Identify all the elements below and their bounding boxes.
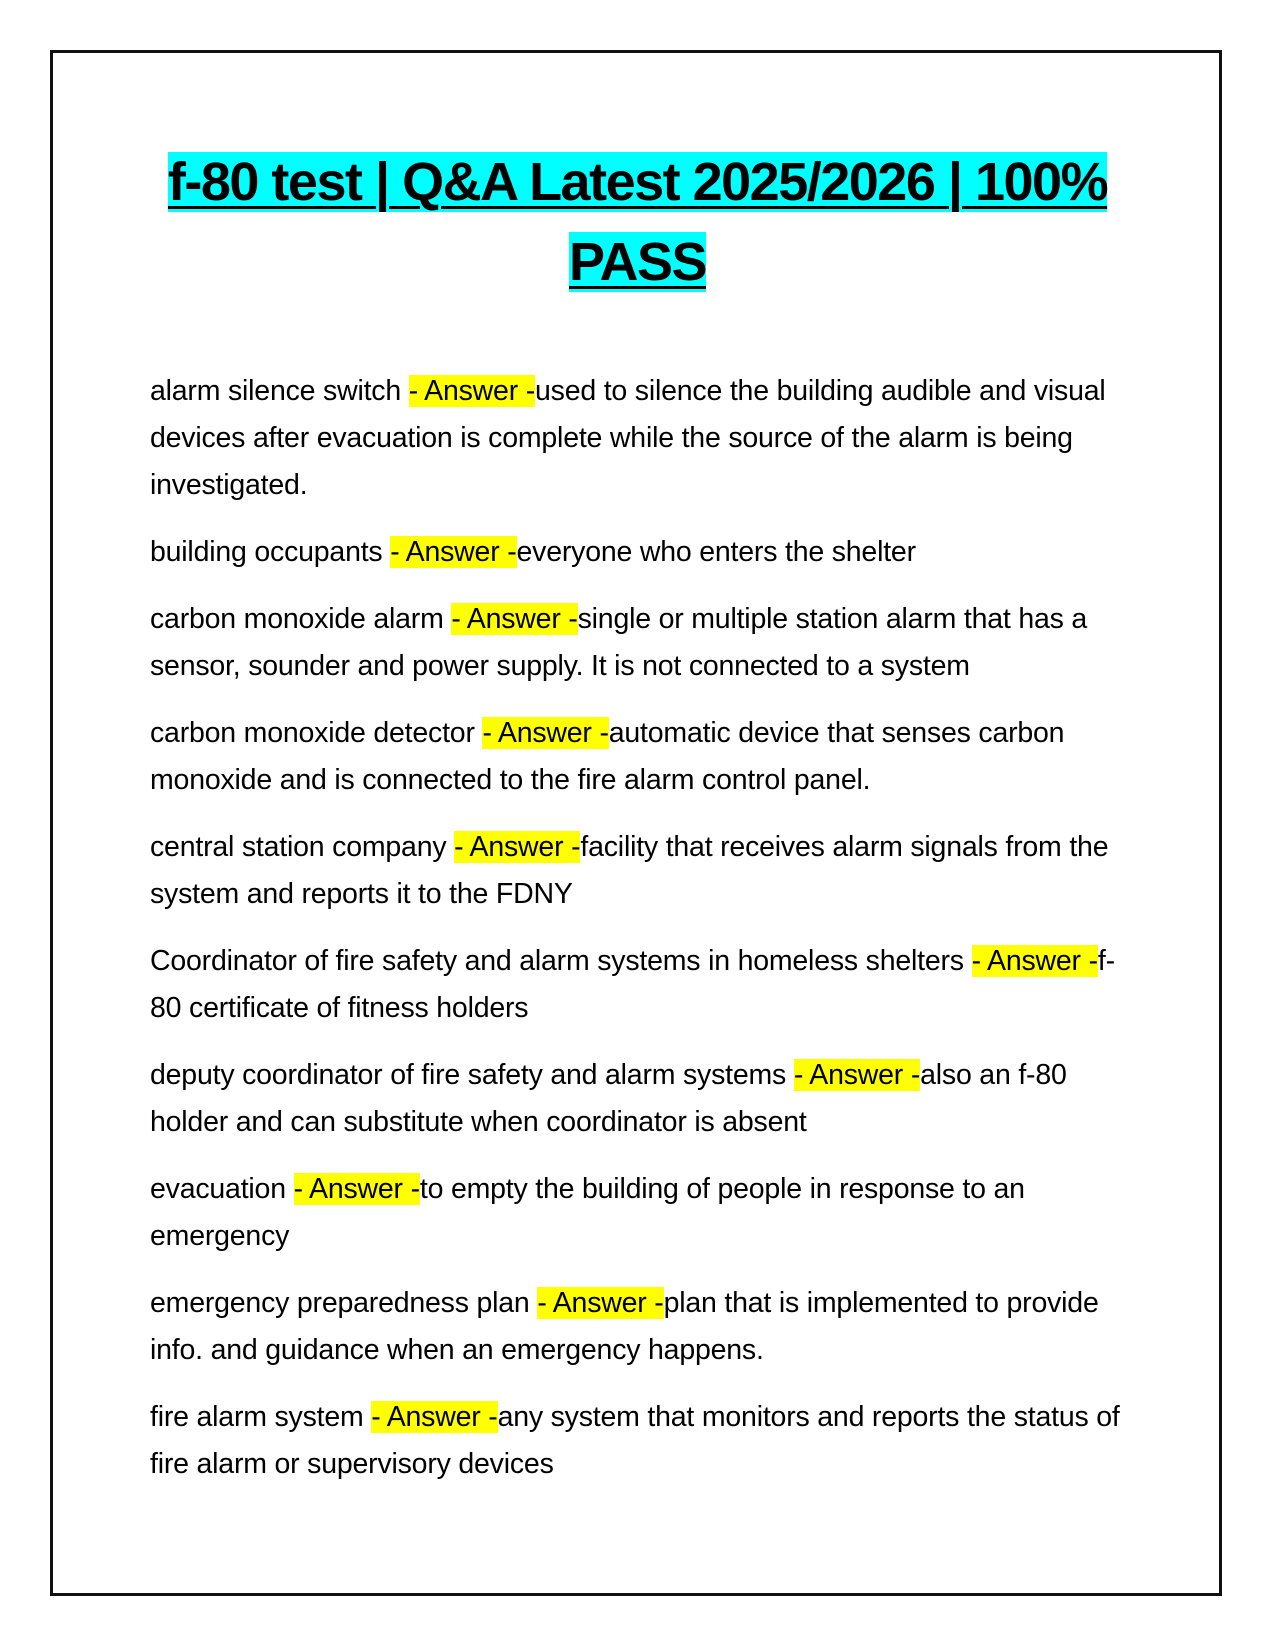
qa-definition: everyone who enters the shelter [516,536,916,568]
qa-entry [150,710,1135,804]
qa-entry [150,938,1135,1032]
qa-term: alarm silence switch [150,375,409,407]
qa-entry [150,1394,1135,1488]
qa-term: central station company [150,831,455,863]
qa-term: carbon monoxide detector [150,717,483,749]
qa-definition: to empty the building of people in response to an emergency [150,1173,1025,1252]
qa-list [150,368,1135,1508]
qa-definition: used to silence the building audible and visual devices after evacuation is complete while the source of the alarm is being investigated. [150,375,1106,501]
qa-definition: any system that monitors and reports the status of fire alarm or supervisory devices [150,1401,1120,1480]
qa-term: Coordinator of fire safety and alarm systems in homeless shelters [150,945,972,977]
answer-marker: - Answer - [293,1173,420,1205]
qa-term: deputy coordinator of fire safety and alarm systems [150,1059,794,1091]
qa-definition: automatic device that senses carbon monoxide and is connected to the fire alarm control panel. [150,717,1065,796]
qa-entry [150,824,1135,918]
qa-term: carbon monoxide alarm [150,603,452,635]
qa-term: building occupants [150,536,391,568]
qa-entry [150,1052,1135,1146]
document-title-text: f-80 test | Q&A Latest 2025/2026 | 100% PASS [167,152,1108,292]
answer-marker: - Answer - [454,831,581,863]
qa-definition: facility that receives alarm signals from the system and reports it to the FDNY [150,831,1109,910]
qa-term: fire alarm system [150,1401,372,1433]
qa-definition: f-80 certificate of fitness holders [150,945,1115,1024]
answer-marker: - Answer - [390,536,517,568]
answer-marker: - Answer - [371,1401,498,1433]
qa-term: emergency preparedness plan [150,1287,538,1319]
answer-marker: - Answer - [451,603,578,635]
qa-entry [150,596,1135,690]
answer-marker: - Answer - [408,375,535,407]
qa-entry [150,368,1135,509]
document-title [140,142,1135,302]
qa-definition: also an f-80 holder and can substitute when coordinator is absent [150,1059,1067,1138]
answer-marker: - Answer - [971,945,1098,977]
qa-definition: single or multiple station alarm that has a sensor, sounder and power supply. It is not connected to a system [150,603,1088,682]
answer-marker: - Answer - [537,1287,664,1319]
answer-marker: - Answer - [482,717,609,749]
qa-definition: plan that is implemented to provide info. and guidance when an emergency happens. [150,1287,1099,1366]
qa-term: evacuation [150,1173,294,1205]
answer-marker: - Answer - [793,1059,921,1091]
qa-entry [150,1280,1135,1374]
qa-entry [150,1166,1135,1260]
qa-entry [150,529,1135,576]
